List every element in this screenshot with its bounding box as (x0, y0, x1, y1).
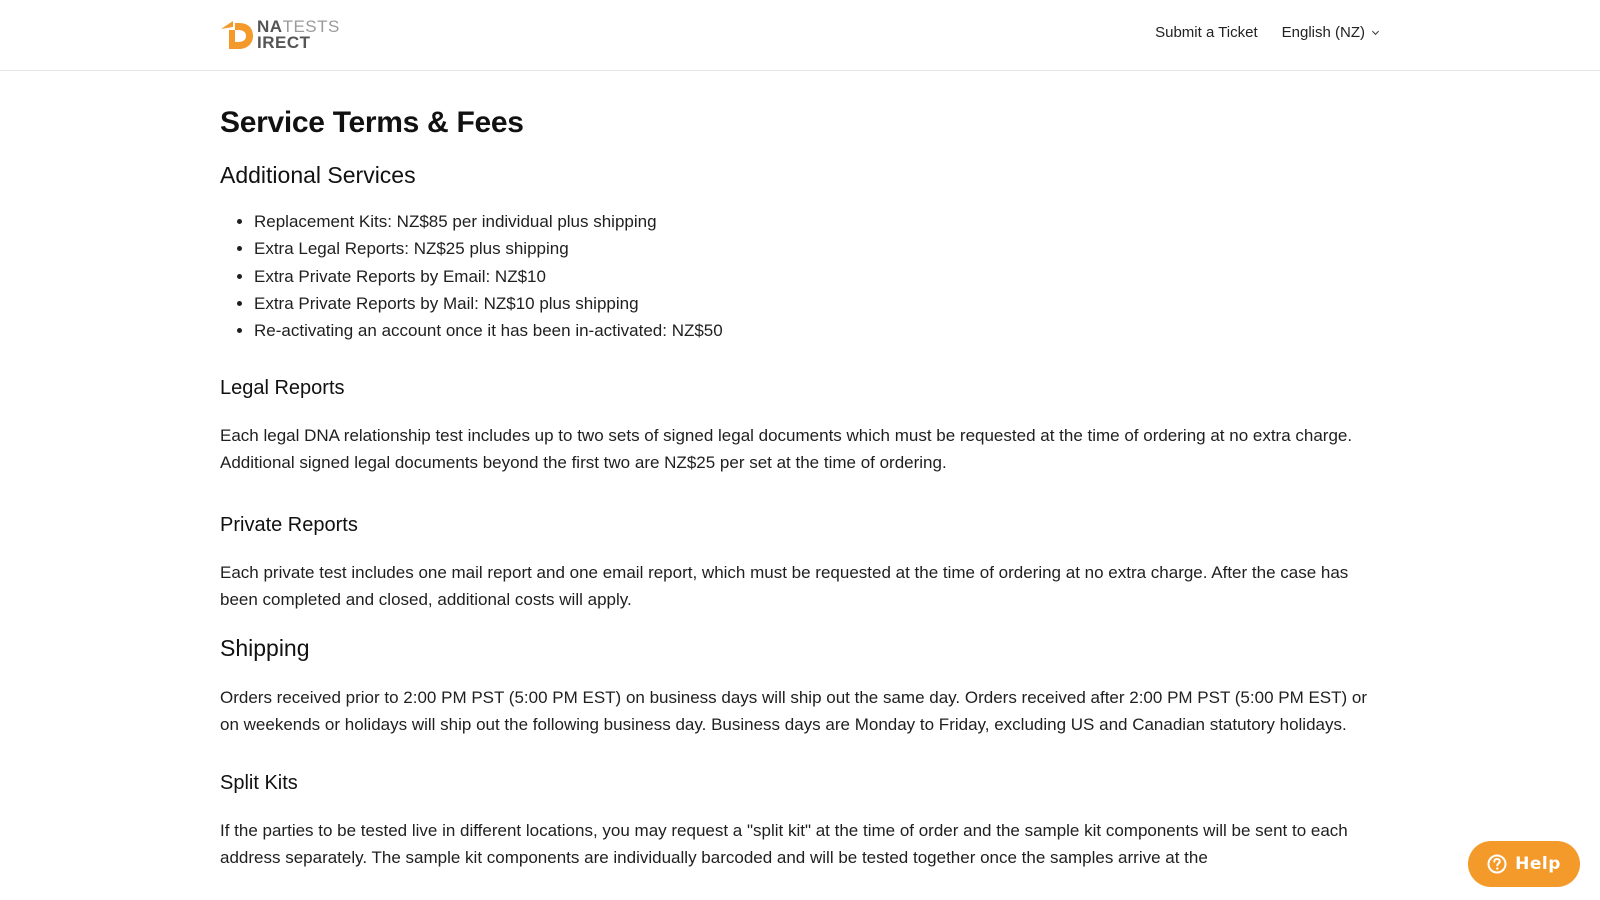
submit-ticket-link[interactable]: Submit a Ticket (1155, 24, 1258, 41)
section-heading-legal-reports: Legal Reports (220, 377, 345, 400)
dna-logo-icon (219, 17, 255, 51)
language-label: English (NZ) (1281, 24, 1365, 41)
language-selector[interactable] (1282, 24, 1380, 41)
section-heading-additional-services: Additional Services (220, 162, 416, 188)
split-kits-text: If the parties to be tested live in different locations, you may request a "split kit" at the time of order and the sample kit components will be sent to each address separately. The sample kit components are individually barcoded and will be tested together once the samples arrive at the (220, 821, 1348, 868)
logo-text-na: NA (257, 16, 283, 36)
page-title: Service Terms & Fees (220, 106, 524, 139)
site-logo[interactable] (219, 16, 340, 52)
private-reports-text: Each private test includes one mail report and one email report, which must be requested at the time of ordering at no extra charge. After the case has been completed and closed, additional costs will apply. (220, 563, 1349, 610)
section-heading-shipping: Shipping (220, 635, 310, 662)
logo-wordmark (257, 18, 340, 51)
chevron-down-icon (1371, 28, 1380, 37)
help-button[interactable] (1468, 841, 1580, 887)
list-item: • Extra Private Reports by Email: NZ$10 (254, 263, 1380, 290)
shipping-text: Orders received prior to 2:00 PM PST (5:00 PM EST) on business days will ship out the same day. Orders received after 2:00 PM PST (5:00 PM EST) or on weekends or holidays will ship out the following business day. Business days are Monday to Friday, excluding US and Canadian statutory holidays. (220, 688, 1368, 735)
help-label: Help (1515, 854, 1561, 874)
question-circle-icon (1487, 854, 1507, 874)
list-item: • Extra Legal Reports: NZ$25 plus shipping (254, 235, 1380, 262)
article-body (220, 104, 1380, 871)
list-item: • Extra Private Reports by Mail: NZ$10 plus shipping (254, 290, 1380, 317)
list-item: • Re-activating an account once it has been in-activated: NZ$50 (254, 317, 1380, 344)
additional-services-list (220, 208, 1380, 344)
list-item: • Replacement Kits: NZ$85 per individual plus shipping (254, 208, 1380, 235)
section-heading-private-reports: Private Reports (220, 514, 358, 537)
logo-text-irect: IRECT (257, 32, 311, 52)
legal-reports-text: Each legal DNA relationship test includes up to two sets of signed legal documents which must be requested at the time of ordering at no extra charge. Additional signed legal documents beyond the first two are NZ$25 per set at the time of ordering. (220, 426, 1353, 473)
site-header (0, 0, 1600, 71)
section-heading-split-kits: Split Kits (220, 772, 298, 795)
header-nav (1155, 24, 1380, 41)
logo-text-tests: TESTS (282, 16, 340, 36)
